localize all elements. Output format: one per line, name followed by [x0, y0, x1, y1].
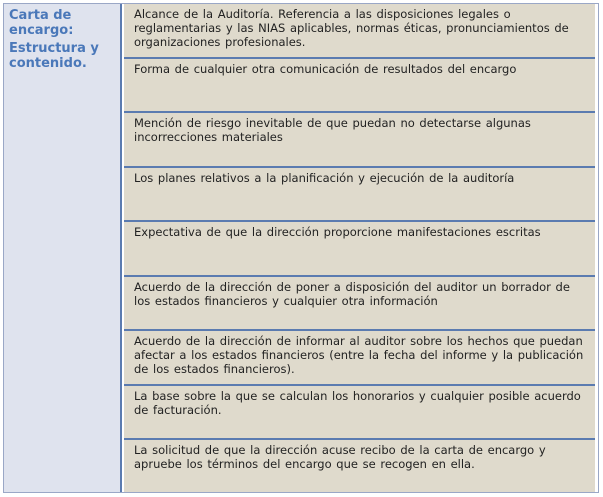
list-item-borrador: Acuerdo de la dirección de poner a disposición del auditor un borrador de los estados financieros y cualquier otra información — [124, 277, 595, 331]
list-item-informar: Acuerdo de la dirección de informar al auditor sobre los hechos que puedan afectar a los estados financieros (entre la fecha del informe y la publicación de los estados financieros). — [124, 331, 595, 386]
list-item-solicitud: La solicitud de que la dirección acuse recibo de la carta de encargo y apruebe los términos del encargo que se recogen en ella. — [124, 440, 595, 492]
list-item-forma: Forma de cualquier otra comunicación de resultados del encargo — [124, 59, 595, 113]
list-item-planes: Los planes relativos a la planificación y ejecución de la auditoría — [124, 168, 595, 222]
item-list — [124, 4, 596, 492]
panel-subtitle: Estructura y contenido. — [9, 41, 99, 71]
panel-title: Carta de encargo: — [9, 8, 74, 38]
list-item-honorarios: La base sobre la que se calculan los honorarios y cualquier posible acuerdo de facturación. — [124, 386, 595, 440]
list-item-manifestaciones: Expectativa de que la dirección proporcione manifestaciones escritas — [124, 222, 595, 277]
list-item-riesgo: Mención de riesgo inevitable de que puedan no detectarse algunas incorrecciones materiales — [124, 113, 595, 168]
left-panel — [4, 4, 122, 492]
list-item-alcance: Alcance de la Auditoría. Referencia a las disposiciones legales o reglamentarias y las NIAS aplicables, normas éticas, pronunciamientos de organizaciones profesionales. — [124, 4, 595, 59]
